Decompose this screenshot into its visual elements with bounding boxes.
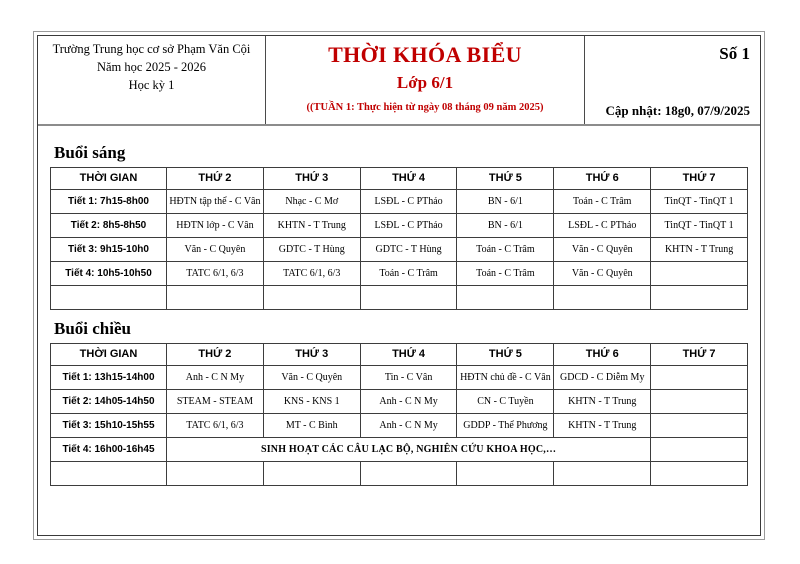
schedule-cell: Anh - C N My — [360, 390, 457, 414]
column-header-time: THỜI GIAN — [51, 344, 167, 366]
schedule-cell: TATC 6/1, 6/3 — [167, 414, 264, 438]
table-row — [51, 414, 748, 438]
schedule-cell: TinQT - TinQT 1 — [651, 190, 748, 214]
table-row — [51, 190, 748, 214]
schedule-cell — [651, 390, 748, 414]
schedule-cell: Anh - C N My — [360, 414, 457, 438]
semester: Học kỳ 1 — [128, 78, 175, 93]
period-time: Tiết 4: 10h5-10h50 — [51, 262, 167, 286]
schedule-cell: Văn - C Quyên — [554, 238, 651, 262]
schedule-cell: KHTN - T Trung — [554, 414, 651, 438]
schedule-cell: LSĐL - C PThảo — [360, 190, 457, 214]
column-header-tue: THỨ 3 — [263, 344, 360, 366]
morning-session-title: Buổi sáng — [54, 143, 126, 162]
schedule-cell: KHTN - T Trung — [554, 390, 651, 414]
class-label: Lớp 6/1 — [396, 73, 454, 93]
schedule-cell: CN - C Tuyền — [457, 390, 554, 414]
schedule-cell: TATC 6/1, 6/3 — [263, 262, 360, 286]
period-time: Tiết 4: 16h00-16h45 — [51, 438, 167, 462]
table-row — [51, 390, 748, 414]
masthead — [38, 36, 760, 126]
page-title: THỜI KHÓA BIỂU — [328, 42, 522, 67]
table-row — [51, 462, 748, 486]
schedule-cell: GDDP - Thể Phương — [457, 414, 554, 438]
schedule-cell: MT - C Bình — [263, 414, 360, 438]
schedule-cell: GDTC - T Hùng — [263, 238, 360, 262]
table-header-row — [51, 344, 748, 366]
column-header-fri: THỨ 6 — [554, 168, 651, 190]
column-header-thu: THỨ 5 — [457, 168, 554, 190]
schedule-cell: Văn - C Quyên — [554, 262, 651, 286]
schedule-cell: LSĐL - C PThảo — [360, 214, 457, 238]
column-header-mon: THỨ 2 — [167, 344, 264, 366]
schedule-cell — [167, 462, 264, 486]
column-header-wed: THỨ 4 — [360, 344, 457, 366]
period-time: Tiết 3: 9h15-10h0 — [51, 238, 167, 262]
schedule-cell: Tin - C Vân — [360, 366, 457, 390]
morning-timetable — [50, 167, 748, 310]
column-header-fri: THỨ 6 — [554, 344, 651, 366]
schedule-cell: HĐTN lớp - C Vân — [167, 214, 264, 238]
column-header-mon: THỨ 2 — [167, 168, 264, 190]
schedule-cell: Toán - C Trâm — [457, 262, 554, 286]
schedule-cell: LSĐL - C PThảo — [554, 214, 651, 238]
schedule-cell — [651, 462, 748, 486]
schedule-cell — [457, 286, 554, 310]
schedule-cell — [651, 414, 748, 438]
club-activity-cell: SINH HOẠT CÁC CÂU LẠC BỘ, NGHIÊN CỨU KHOA HỌC,… — [167, 438, 651, 462]
table-row — [51, 438, 748, 462]
schedule-cell — [360, 462, 457, 486]
schedule-cell: KHTN - T Trung — [651, 238, 748, 262]
schedule-cell: Nhạc - C Mơ — [263, 190, 360, 214]
school-name: Trường Trung học cơ sở Phạm Văn Cội — [52, 42, 251, 56]
schedule-cell — [457, 462, 554, 486]
schedule-cell: HĐTN chủ đề - C Vân — [457, 366, 554, 390]
period-time — [51, 462, 167, 486]
schedule-cell — [651, 262, 748, 286]
schedule-cell — [651, 286, 748, 310]
schedule-cell: TinQT - TinQT 1 — [651, 214, 748, 238]
schedule-cell — [554, 286, 651, 310]
column-header-tue: THỨ 3 — [263, 168, 360, 190]
schedule-cell: BN - 6/1 — [457, 190, 554, 214]
schedule-cell — [651, 438, 748, 462]
table-row — [51, 238, 748, 262]
schedule-cell — [263, 462, 360, 486]
period-time: Tiết 1: 13h15-14h00 — [51, 366, 167, 390]
title-cell — [266, 36, 585, 124]
column-header-thu: THỨ 5 — [457, 344, 554, 366]
column-header-time: THỜI GIAN — [51, 168, 167, 190]
school-year: Năm học 2025 - 2026 — [96, 60, 206, 75]
schedule-body — [38, 126, 760, 486]
schedule-cell: HĐTN tập thể - C Vân — [167, 190, 264, 214]
schedule-cell: Văn - C Quyên — [167, 238, 264, 262]
schedule-cell: Anh - C N My — [167, 366, 264, 390]
period-time: Tiết 2: 8h5-8h50 — [51, 214, 167, 238]
schedule-cell: Toán - C Trâm — [360, 262, 457, 286]
schedule-cell: Toán - C Trâm — [457, 238, 554, 262]
updated-timestamp: Cập nhật: 18g0, 07/9/2025 — [605, 103, 750, 118]
schedule-cell — [360, 286, 457, 310]
table-row — [51, 366, 748, 390]
schedule-number: Số 1 — [719, 44, 750, 63]
period-time: Tiết 1: 7h15-8h00 — [51, 190, 167, 214]
column-header-wed: THỨ 4 — [360, 168, 457, 190]
period-time: Tiết 3: 15h10-15h55 — [51, 414, 167, 438]
schedule-cell — [263, 286, 360, 310]
document-page — [33, 31, 765, 540]
schedule-cell — [651, 366, 748, 390]
number-and-update-cell — [585, 36, 760, 124]
afternoon-timetable — [50, 343, 748, 486]
schedule-cell: KHTN - T Trung — [263, 214, 360, 238]
schedule-cell: STEAM - STEAM — [167, 390, 264, 414]
afternoon-session-title: Buổi chiều — [54, 319, 131, 338]
schedule-cell: Toán - C Trâm — [554, 190, 651, 214]
table-row — [51, 286, 748, 310]
schedule-cell: BN - 6/1 — [457, 214, 554, 238]
week-note: ((TUẦN 1: Thực hiện từ ngày 08 tháng 09 năm 2025) — [306, 101, 544, 113]
table-header-row — [51, 168, 748, 190]
page-inner-border — [37, 35, 761, 536]
schedule-cell — [554, 462, 651, 486]
schedule-cell: KNS - KNS 1 — [263, 390, 360, 414]
school-info-cell — [38, 36, 266, 124]
schedule-cell — [167, 286, 264, 310]
column-header-sat: THỨ 7 — [651, 168, 748, 190]
schedule-cell: GDTC - T Hùng — [360, 238, 457, 262]
schedule-cell: Văn - C Quyên — [263, 366, 360, 390]
column-header-sat: THỨ 7 — [651, 344, 748, 366]
table-row — [51, 262, 748, 286]
table-row — [51, 214, 748, 238]
schedule-cell: GDCD - C Diễm My — [554, 366, 651, 390]
schedule-cell: TATC 6/1, 6/3 — [167, 262, 264, 286]
period-time — [51, 286, 167, 310]
period-time: Tiết 2: 14h05-14h50 — [51, 390, 167, 414]
